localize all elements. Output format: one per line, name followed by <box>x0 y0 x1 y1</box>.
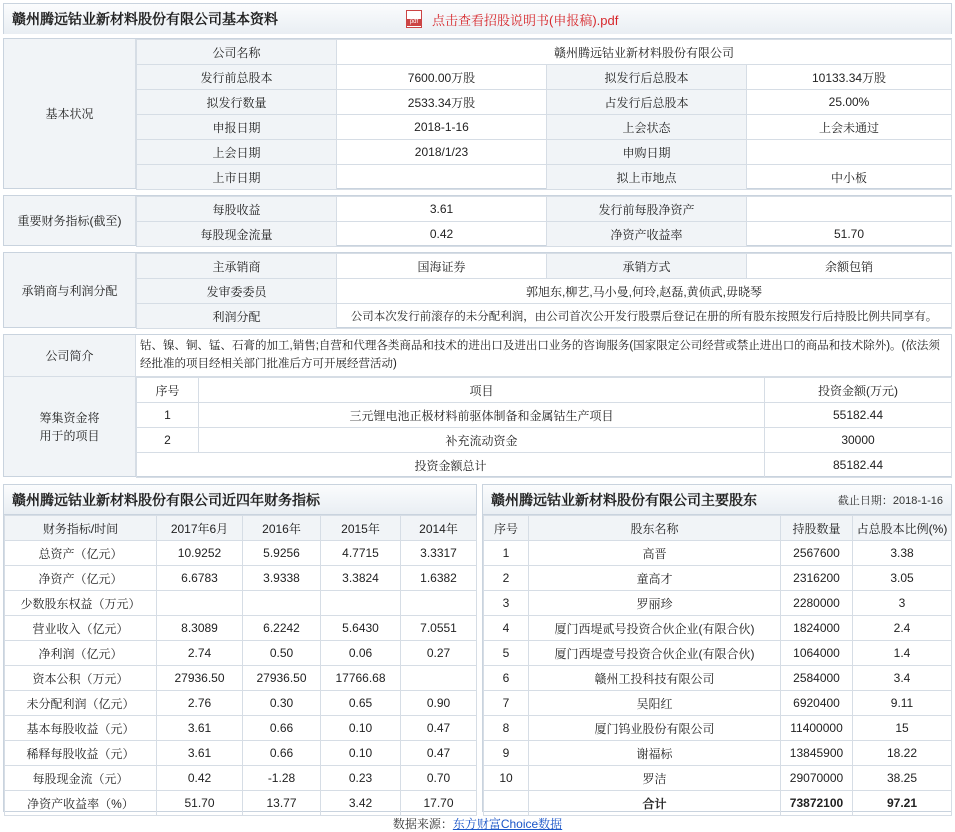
col-header: 2015年 <box>321 516 401 541</box>
cell-label: 净资产收益率 <box>547 222 747 247</box>
cell-value: 0.27 <box>401 641 477 666</box>
cell-value: 17766.68 <box>321 666 401 691</box>
table-row <box>137 90 952 115</box>
cell-label: 发行前总股本 <box>137 65 337 90</box>
company-name-value: 赣州腾远钴业新材料股份有限公司 <box>337 40 952 65</box>
cell-value: 1064000 <box>781 641 853 666</box>
deadline-date: 截止日期：2018-1-16 <box>837 494 943 507</box>
cell-value: 2.76 <box>157 691 243 716</box>
table-header-row <box>484 516 952 541</box>
cell-value: 17.70 <box>401 791 477 816</box>
col-header: 2016年 <box>243 516 321 541</box>
cell-value: 0.66 <box>243 741 321 766</box>
cell-value: 6.6783 <box>157 566 243 591</box>
table-row <box>137 254 952 279</box>
cell-value: 7.0551 <box>401 616 477 641</box>
row-label: 5 <box>484 641 529 666</box>
row-label: 9 <box>484 741 529 766</box>
cell-value: 3.05 <box>853 566 952 591</box>
row-label: 2 <box>484 566 529 591</box>
cell-value: 4.7715 <box>321 541 401 566</box>
row-label: 净资产收益率（%） <box>5 791 157 816</box>
data-source-prefix: 数据来源： <box>392 817 453 831</box>
page-title: 赣州腾远钴业新材料股份有限公司基本资料 <box>12 11 278 27</box>
cell-value: 高晋 <box>529 541 781 566</box>
cell-label: 申报日期 <box>137 115 337 140</box>
shareholders-panel <box>482 484 952 812</box>
basic-status-table <box>136 39 952 190</box>
underwriter-label: 承销商与利润分配 <box>4 253 136 327</box>
cell-value: 厦门西堤贰号投资合伙企业(有限合伙) <box>529 616 781 641</box>
table-row <box>137 115 952 140</box>
table-row <box>5 566 477 591</box>
cell-value <box>747 197 952 222</box>
cell-value: 0.06 <box>321 641 401 666</box>
table-row <box>137 378 952 403</box>
cell-label: 拟发行后总股本 <box>547 65 747 90</box>
table-row <box>5 791 477 816</box>
funds-total-value: 85182.44 <box>765 453 952 478</box>
row-label: 净利润（亿元） <box>5 641 157 666</box>
table-row <box>137 304 952 329</box>
cell-value: 51.70 <box>747 222 952 247</box>
table-row <box>484 691 952 716</box>
funds-table <box>136 377 952 478</box>
cell-value: 0.42 <box>337 222 547 247</box>
cell-value: 55182.44 <box>765 403 952 428</box>
cell-value: 2.74 <box>157 641 243 666</box>
shareholders-table <box>483 515 952 816</box>
cell-value <box>747 140 952 165</box>
cell-value: 童高才 <box>529 566 781 591</box>
cell-value: 11400000 <box>781 716 853 741</box>
cell-value: 2.4 <box>853 616 952 641</box>
row-label: 营业收入（亿元） <box>5 616 157 641</box>
col-header: 序号 <box>484 516 529 541</box>
total-cell <box>484 791 529 816</box>
cell-value: 1.6382 <box>401 566 477 591</box>
shareholders-title: 赣州腾远钴业新材料股份有限公司主要股东 <box>491 491 757 508</box>
table-row <box>5 641 477 666</box>
cell-label: 拟上市地点 <box>547 165 747 190</box>
cell-value: 3.61 <box>157 716 243 741</box>
company-name-label: 公司名称 <box>137 40 337 65</box>
financial-indicators-panel <box>3 484 477 812</box>
total-row <box>484 791 952 816</box>
row-label: 1 <box>484 541 529 566</box>
table-row <box>484 766 952 791</box>
table-row <box>484 716 952 741</box>
cell-value: 2316200 <box>781 566 853 591</box>
row-label: 未分配利润（亿元） <box>5 691 157 716</box>
cell-label: 上会日期 <box>137 140 337 165</box>
cell-value: 10.9252 <box>157 541 243 566</box>
cell-value: 7600.00万股 <box>337 65 547 90</box>
cell-value: 9.11 <box>853 691 952 716</box>
cell-value: 3.3824 <box>321 566 401 591</box>
col-header: 序号 <box>137 378 199 403</box>
committee-members-value: 郭旭东,柳艺,马小曼,何玲,赵磊,黄侦武,毋晓琴 <box>337 279 952 304</box>
cell-value: 2280000 <box>781 591 853 616</box>
row-label: 6 <box>484 666 529 691</box>
cell-value: 6.2242 <box>243 616 321 641</box>
cell-value: 厦门钨业股份有限公司 <box>529 716 781 741</box>
cell-value: 3.9338 <box>243 566 321 591</box>
cell-value: 0.50 <box>243 641 321 666</box>
cell-value: 赣州工投科技有限公司 <box>529 666 781 691</box>
table-row <box>484 641 952 666</box>
table-row <box>137 403 952 428</box>
cell-value: 6920400 <box>781 691 853 716</box>
total-cell: 97.21 <box>853 791 952 816</box>
cell-value: 2 <box>137 428 199 453</box>
table-row <box>484 616 952 641</box>
row-label: 总资产（亿元） <box>5 541 157 566</box>
cell-value: 0.47 <box>401 741 477 766</box>
table-row <box>484 541 952 566</box>
cell-value: 3 <box>853 591 952 616</box>
row-label: 基本每股收益（元） <box>5 716 157 741</box>
cell-value: 吴阳红 <box>529 691 781 716</box>
cell-label: 每股现金流量 <box>137 222 337 247</box>
cell-value: 1 <box>137 403 199 428</box>
table-row <box>5 616 477 641</box>
cell-value: 18.22 <box>853 741 952 766</box>
col-header: 项目 <box>199 378 765 403</box>
basic-status-label: 基本状况 <box>4 39 136 188</box>
table-row <box>484 666 952 691</box>
table-row <box>137 197 952 222</box>
cell-label: 发审委委员 <box>137 279 337 304</box>
cell-value: 中小板 <box>747 165 952 190</box>
cell-value: 27936.50 <box>243 666 321 691</box>
pdf-file-icon <box>406 10 422 28</box>
col-header: 占总股本比例(%) <box>853 516 952 541</box>
finance-indicators-table <box>136 196 952 247</box>
cell-value <box>243 591 321 616</box>
row-label: 资本公积（万元） <box>5 666 157 691</box>
finance-indicators-block <box>3 195 952 246</box>
cell-value: 13.77 <box>243 791 321 816</box>
cell-value <box>157 591 243 616</box>
cell-value: 3.61 <box>157 741 243 766</box>
cell-label: 上会状态 <box>547 115 747 140</box>
row-label: 10 <box>484 766 529 791</box>
cell-value: 3.38 <box>853 541 952 566</box>
row-label: 8 <box>484 716 529 741</box>
cell-value: 10133.34万股 <box>747 65 952 90</box>
cell-value: 51.70 <box>157 791 243 816</box>
cell-label: 申购日期 <box>547 140 747 165</box>
intro-funds-block <box>3 334 952 477</box>
funds-usage-label: 筹集资金将用于的项目 <box>4 377 136 476</box>
cell-value <box>401 666 477 691</box>
cell-value: 8.3089 <box>157 616 243 641</box>
cell-value: 补充流动资金 <box>199 428 765 453</box>
cell-value: 0.65 <box>321 691 401 716</box>
data-source <box>0 815 955 832</box>
cell-value <box>337 165 547 190</box>
cell-value: 2018/1/23 <box>337 140 547 165</box>
cell-value <box>401 591 477 616</box>
profit-distribution-value: 公司本次发行前滚存的未分配利润，由公司首次公开发行股票后登记在册的所有股东按照发行后持股比例共同享有。 <box>337 304 952 329</box>
row-label: 少数股东权益（万元） <box>5 591 157 616</box>
cell-value: 2018-1-16 <box>337 115 547 140</box>
cell-value: 3.42 <box>321 791 401 816</box>
col-header: 股东名称 <box>529 516 781 541</box>
choice-data-link[interactable]: 东方财富Choice数据 <box>452 817 563 831</box>
cell-value: 余额包销 <box>747 254 952 279</box>
cell-value: 0.66 <box>243 716 321 741</box>
cell-value: 3.3317 <box>401 541 477 566</box>
underwriter-block <box>3 252 952 328</box>
row-label: 每股现金流（元） <box>5 766 157 791</box>
cell-value: 2567600 <box>781 541 853 566</box>
table-row <box>484 741 952 766</box>
cell-value: 1824000 <box>781 616 853 641</box>
row-label: 7 <box>484 691 529 716</box>
cell-value: 5.6430 <box>321 616 401 641</box>
cell-value: 2533.34万股 <box>337 90 547 115</box>
row-label: 净资产（亿元） <box>5 566 157 591</box>
prospectus-pdf-link[interactable] <box>406 10 618 29</box>
cell-value: 三元锂电池正极材料前驱体制备和金属钴生产项目 <box>199 403 765 428</box>
row-label: 稀释每股收益（元） <box>5 741 157 766</box>
cell-value: 罗丽珍 <box>529 591 781 616</box>
cell-value: 0.10 <box>321 741 401 766</box>
cell-value: 1.4 <box>853 641 952 666</box>
cell-value: 3.4 <box>853 666 952 691</box>
table-row <box>137 279 952 304</box>
cell-value: 0.90 <box>401 691 477 716</box>
cell-value: 0.30 <box>243 691 321 716</box>
table-row <box>484 566 952 591</box>
cell-value: 38.25 <box>853 766 952 791</box>
table-row <box>137 453 952 478</box>
cell-value: 15 <box>853 716 952 741</box>
cell-label: 上市日期 <box>137 165 337 190</box>
table-header-row <box>5 516 477 541</box>
table-row <box>137 222 952 247</box>
table-row <box>5 766 477 791</box>
cell-value: 25.00% <box>747 90 952 115</box>
table-row <box>5 741 477 766</box>
company-intro-text: 钴、镍、铜、锰、石膏的加工,销售;自营和代理各类商品和技术的进出口及进出口业务的咨询服务(国家限定公司经营或禁止进出口的商品和技术除外)。(依法须经批准的项目经相关部门批准后方可开展经营活动) <box>136 335 951 377</box>
table-row <box>484 591 952 616</box>
table-row <box>5 541 477 566</box>
table-row <box>5 716 477 741</box>
company-intro-label: 公司简介 <box>4 335 136 377</box>
cell-label: 发行前每股净资产 <box>547 197 747 222</box>
financial-indicators-title: 赣州腾远钴业新材料股份有限公司近四年财务指标 <box>12 491 320 508</box>
table-row <box>5 691 477 716</box>
cell-label: 拟发行数量 <box>137 90 337 115</box>
col-header: 持股数量 <box>781 516 853 541</box>
total-cell: 73872100 <box>781 791 853 816</box>
row-label: 3 <box>484 591 529 616</box>
cell-value: 3.61 <box>337 197 547 222</box>
cell-value: -1.28 <box>243 766 321 791</box>
basic-info-header <box>3 3 952 34</box>
cell-value: 13845900 <box>781 741 853 766</box>
cell-value: 29070000 <box>781 766 853 791</box>
col-header: 2017年6月 <box>157 516 243 541</box>
table-row <box>137 40 952 65</box>
table-row <box>137 165 952 190</box>
cell-value: 谢福标 <box>529 741 781 766</box>
cell-value: 0.47 <box>401 716 477 741</box>
cell-value <box>321 591 401 616</box>
row-label: 4 <box>484 616 529 641</box>
cell-value: 上会未通过 <box>747 115 952 140</box>
cell-value: 0.10 <box>321 716 401 741</box>
cell-value: 0.42 <box>157 766 243 791</box>
pdf-link-label: 点击查看招股说明书(申报稿).pdf <box>432 12 619 28</box>
table-row <box>5 666 477 691</box>
header-bar <box>4 4 951 34</box>
cell-label: 每股收益 <box>137 197 337 222</box>
cell-value: 27936.50 <box>157 666 243 691</box>
cell-value: 厦门西堤壹号投资合伙企业(有限合伙) <box>529 641 781 666</box>
cell-value: 30000 <box>765 428 952 453</box>
total-cell: 合计 <box>529 791 781 816</box>
cell-value: 0.70 <box>401 766 477 791</box>
financial-indicators-table <box>4 515 477 816</box>
basic-status-block <box>3 38 952 189</box>
col-header: 投资金额(万元) <box>765 378 952 403</box>
financial-indicators-header <box>4 485 476 515</box>
col-header: 2014年 <box>401 516 477 541</box>
table-row <box>137 428 952 453</box>
cell-label: 承销方式 <box>547 254 747 279</box>
cell-value: 5.9256 <box>243 541 321 566</box>
cell-value: 国海证券 <box>337 254 547 279</box>
cell-value: 罗洁 <box>529 766 781 791</box>
cell-value: 2584000 <box>781 666 853 691</box>
shareholders-header <box>483 485 951 515</box>
cell-label: 占发行后总股本 <box>547 90 747 115</box>
finance-indicators-label: 重要财务指标(截至) <box>4 196 136 245</box>
table-row <box>137 140 952 165</box>
cell-label: 主承销商 <box>137 254 337 279</box>
col-header: 财务指标/时间 <box>5 516 157 541</box>
cell-value: 0.23 <box>321 766 401 791</box>
table-row <box>5 591 477 616</box>
cell-label: 利润分配 <box>137 304 337 329</box>
underwriter-table <box>136 253 952 329</box>
funds-total-label: 投资金额总计 <box>137 453 765 478</box>
table-row <box>137 65 952 90</box>
